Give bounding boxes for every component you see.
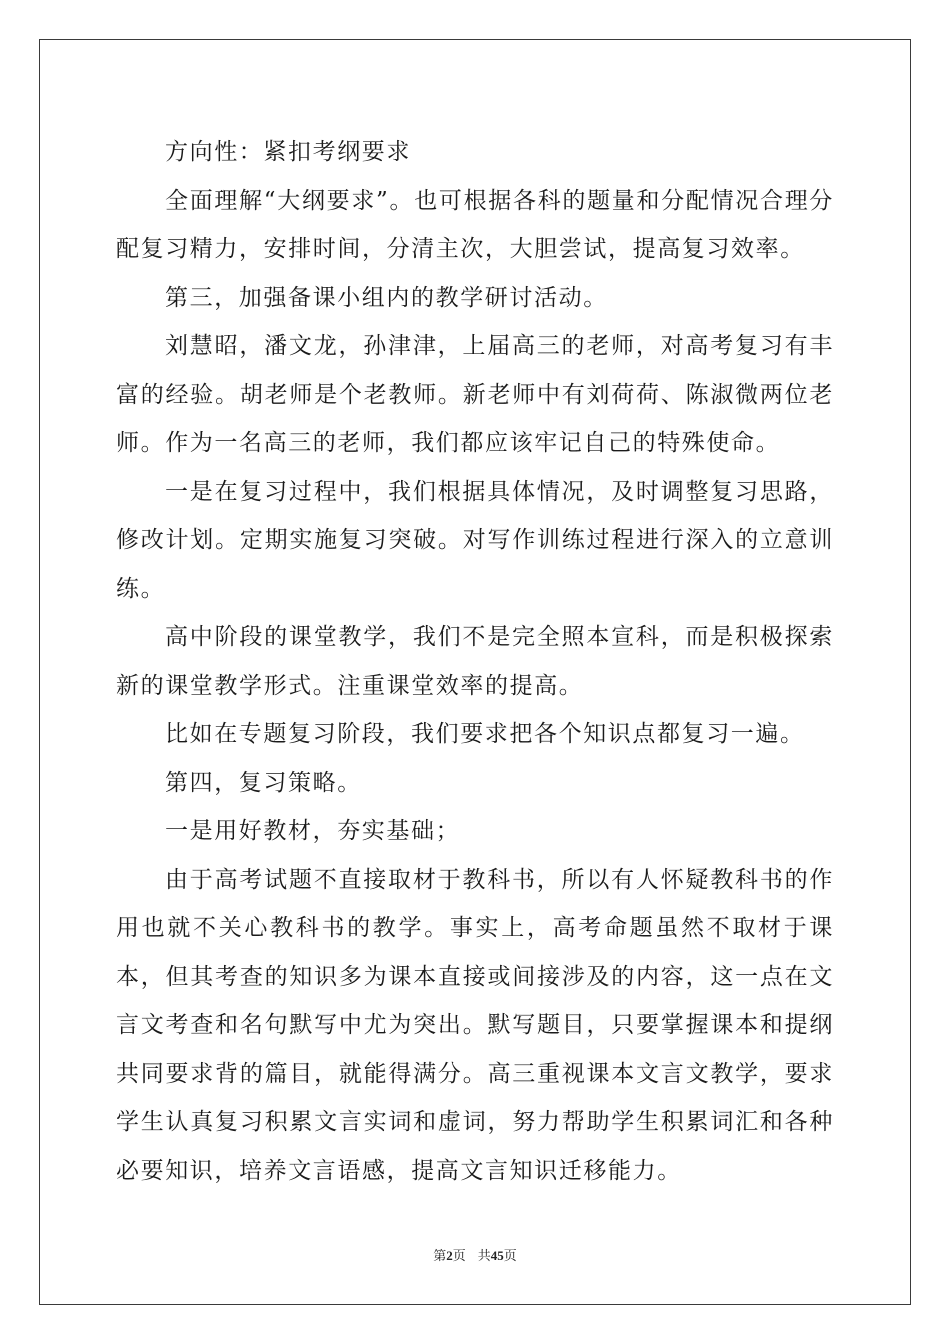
paragraph-8: 第四，复习策略。 — [165, 769, 362, 796]
footer-page-number: 2 — [446, 1248, 453, 1263]
footer-total-suffix: 页 — [503, 1249, 517, 1264]
paragraph-7: 比如在专题复习阶段，我们要求把各个知识点都复习一遍。 — [165, 721, 805, 747]
paragraph-3: 第三，加强备课小组内的教学研讨活动。 — [165, 284, 608, 311]
paragraph-9: 一是用好教材，夯实基础； — [165, 818, 461, 844]
document-body — [116, 128, 834, 1195]
page-footer — [0, 1247, 950, 1266]
paragraph-10: 由于高考试题不直接取材于教科书，所以有人怀疑教科书的作用也就不关心教科书的教学。事实上，高考命题虽然不取材于课本，但其考查的知识多为课本直接或间接涉及的内容，这一点在文言文考查和名句默写中尤为突出。默写题目，只要掌握课本和提纲共同要求背的篇目，就能得满分。高三重视课本文言文教学，要求学生认真复习积累文言实词和虚词，努力帮助学生积累词汇和各种必要知识，培养文言语感，提高文言知识迁移能力。 — [116, 866, 834, 1184]
footer-page-suffix: 页 — [452, 1249, 466, 1264]
footer-page-prefix: 第 — [433, 1249, 447, 1264]
paragraph-2: 全面理解“大纲要求”。也可根据各科的题量和分配情况合理分配复习精力，安排时间，分清主次，大胆尝试，提高复习效率。 — [116, 187, 834, 262]
footer-total-prefix: 共 — [477, 1249, 491, 1264]
paragraph-6: 高中阶段的课堂教学，我们不是完全照本宣科，而是积极探索新的课堂教学形式。注重课堂效率的提高。 — [116, 624, 834, 699]
paragraph-1: 方向性：紧扣考纲要求 — [165, 139, 411, 165]
footer-total-pages: 45 — [490, 1248, 504, 1263]
paragraph-5: 一是在复习过程中，我们根据具体情况，及时调整复习思路，修改计划。定期实施复习突破。对写作训练过程进行深入的立意训练。 — [116, 478, 834, 602]
paragraph-4: 刘慧昭，潘文龙，孙津津，上届高三的老师，对高考复习有丰富的经验。胡老师是个老教师。新老师中有刘荷荷、陈淑微两位老师。作为一名高三的老师，我们都应该牢记自己的特殊使命。 — [116, 333, 834, 456]
